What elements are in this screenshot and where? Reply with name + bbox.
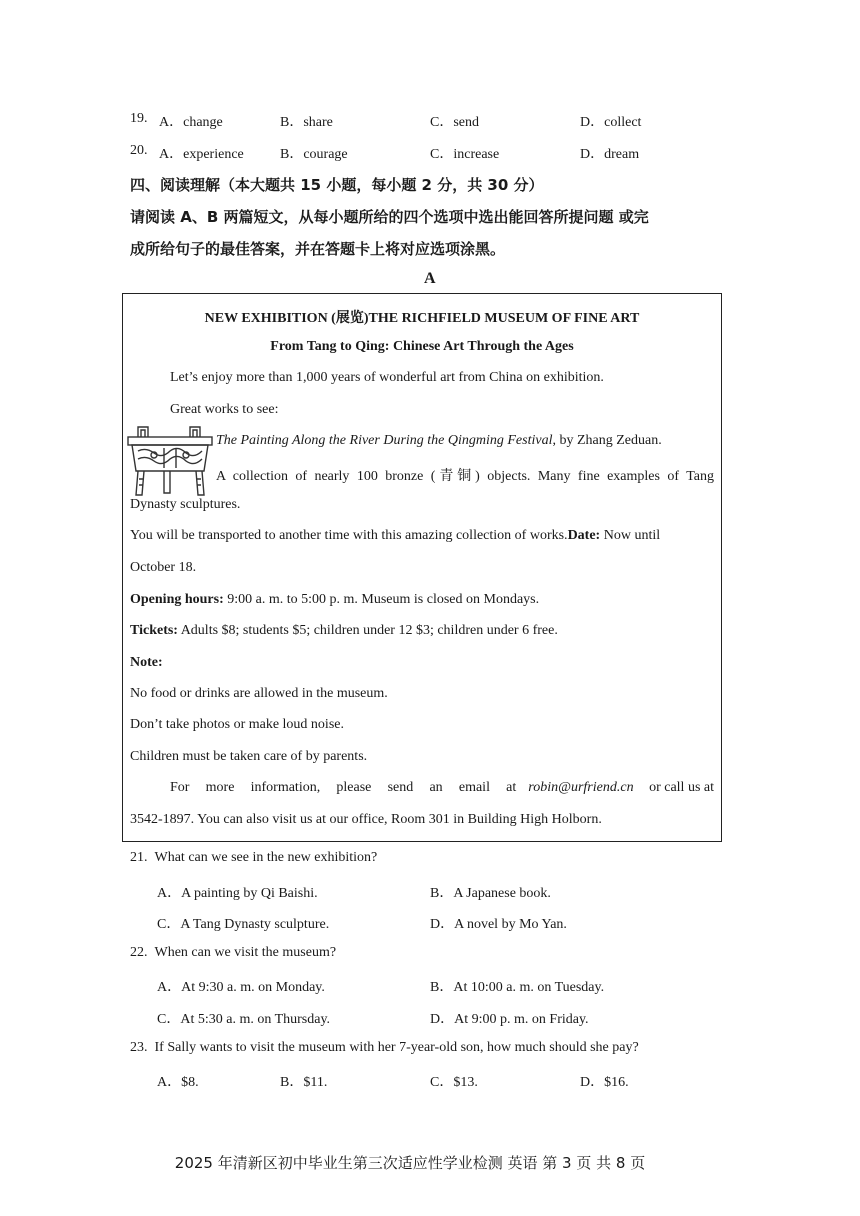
section-heading: 四、阅读理解（本大题共 15 小题，每小题 2 分，共 30 分） [130,176,544,194]
section-instruction-line1: 请阅读 A、B 两篇短文，从每小题所给的四个选项中选出能回答所提问题 或完 [130,208,649,226]
painting-title: The Painting Along the River During the Qingming Festival [216,433,553,448]
option-23-d: D．$16. [580,1075,629,1090]
option-19-b: B．share [280,115,333,130]
works-heading: Great works to see: [170,402,279,417]
option-20-b: B．courage [280,147,348,162]
option-21-c: C．A Tang Dynasty sculpture. [157,917,330,932]
contact-line1 [170,780,714,796]
transport-text: You will be transported to another time with this amazing collection of works. [130,528,568,543]
option-22-c: C．At 5:30 a. m. on Thursday. [157,1012,331,1027]
option-21-a: A．A painting by Qi Baishi. [157,886,318,901]
tickets [130,623,558,639]
hours-value: 9:00 a. m. to 5:00 p. m. Museum is closed on Mondays. [223,592,540,607]
hours-label: Opening hours: [130,592,224,607]
bronze-ding-illustration [124,423,216,501]
option-20-d: D．dream [580,147,640,162]
option-23-c: C．$13. [430,1075,478,1090]
date-value-continued: October 18. [130,560,197,575]
page-footer: 2025 年清新区初中毕业生第三次适应性学业检测 英语 第 3 页 共 8 页 [174,1154,646,1172]
option-19-d: D．collect [580,115,642,130]
passage-letter: A [424,270,436,287]
option-19-a: A．change [159,115,223,130]
option-23-b: B．$11. [280,1075,328,1090]
contact-text-pre: For more information, please send an email at [170,780,517,795]
question-21: 21. What can we see in the new exhibition? [130,850,378,865]
opening-hours [130,592,539,608]
date-label: Date: [567,528,601,543]
painting-line [216,433,662,449]
question-19 [130,111,148,127]
contact-text-post: or call us at [645,780,714,795]
contact-email: robin@urfriend.cn [528,780,634,795]
option-22-b: B．At 10:00 a. m. on Tuesday. [430,980,605,995]
notice-intro: Let’s enjoy more than 1,000 years of wonderful art from China on exhibition. [170,370,604,385]
bronze-collection-line2: Dynasty sculptures. [130,497,241,512]
question-number: 20. [130,143,148,158]
notice-subtitle: From Tang to Qing: Chinese Art Through the Ages [270,339,574,354]
note-item: No food or drinks are allowed in the museum. [130,686,388,701]
option-22-a: A．At 9:30 a. m. on Monday. [157,980,325,995]
question-23: 23. If Sally wants to visit the museum with her 7-year-old son, how much should she pay? [130,1040,639,1055]
option-22-d: D．At 9:00 p. m. on Friday. [430,1012,589,1027]
question-22: 22. When can we visit the museum? [130,945,337,960]
question-number: 19. [130,111,148,126]
note-item: Don’t take photos or make loud noise. [130,717,344,732]
bronze-collection-line1: A collection of nearly 100 bronze (青铜) objects. Many fine examples of Tang [216,469,714,484]
note-label: Note: [130,655,163,670]
section-instruction-line2: 成所给句子的最佳答案，并在答题卡上将对应选项涂黑。 [130,240,506,258]
question-20 [130,143,148,159]
transport-line [130,528,660,544]
notice-title: NEW EXHIBITION (展览)THE RICHFIELD MUSEUM OF FINE ART [204,311,640,326]
option-21-d: D．A novel by Mo Yan. [430,917,567,932]
option-23-a: A．$8. [157,1075,199,1090]
contact-line2: 3542-1897. You can also visit us at our office, Room 301 in Building High Holborn. [130,812,602,827]
option-20-a: A．experience [159,147,244,162]
note-item: Children must be taken care of by parents. [130,749,368,764]
option-19-c: C．send [430,115,480,130]
option-20-c: C．increase [430,147,500,162]
option-21-b: B．A Japanese book. [430,886,551,901]
painting-artist: , by Zhang Zeduan. [552,433,662,448]
date-value: Now until [600,528,661,543]
tickets-value: Adults $8; students $5; children under 12 $3; children under 6 free. [177,623,558,638]
tickets-label: Tickets: [130,623,178,638]
